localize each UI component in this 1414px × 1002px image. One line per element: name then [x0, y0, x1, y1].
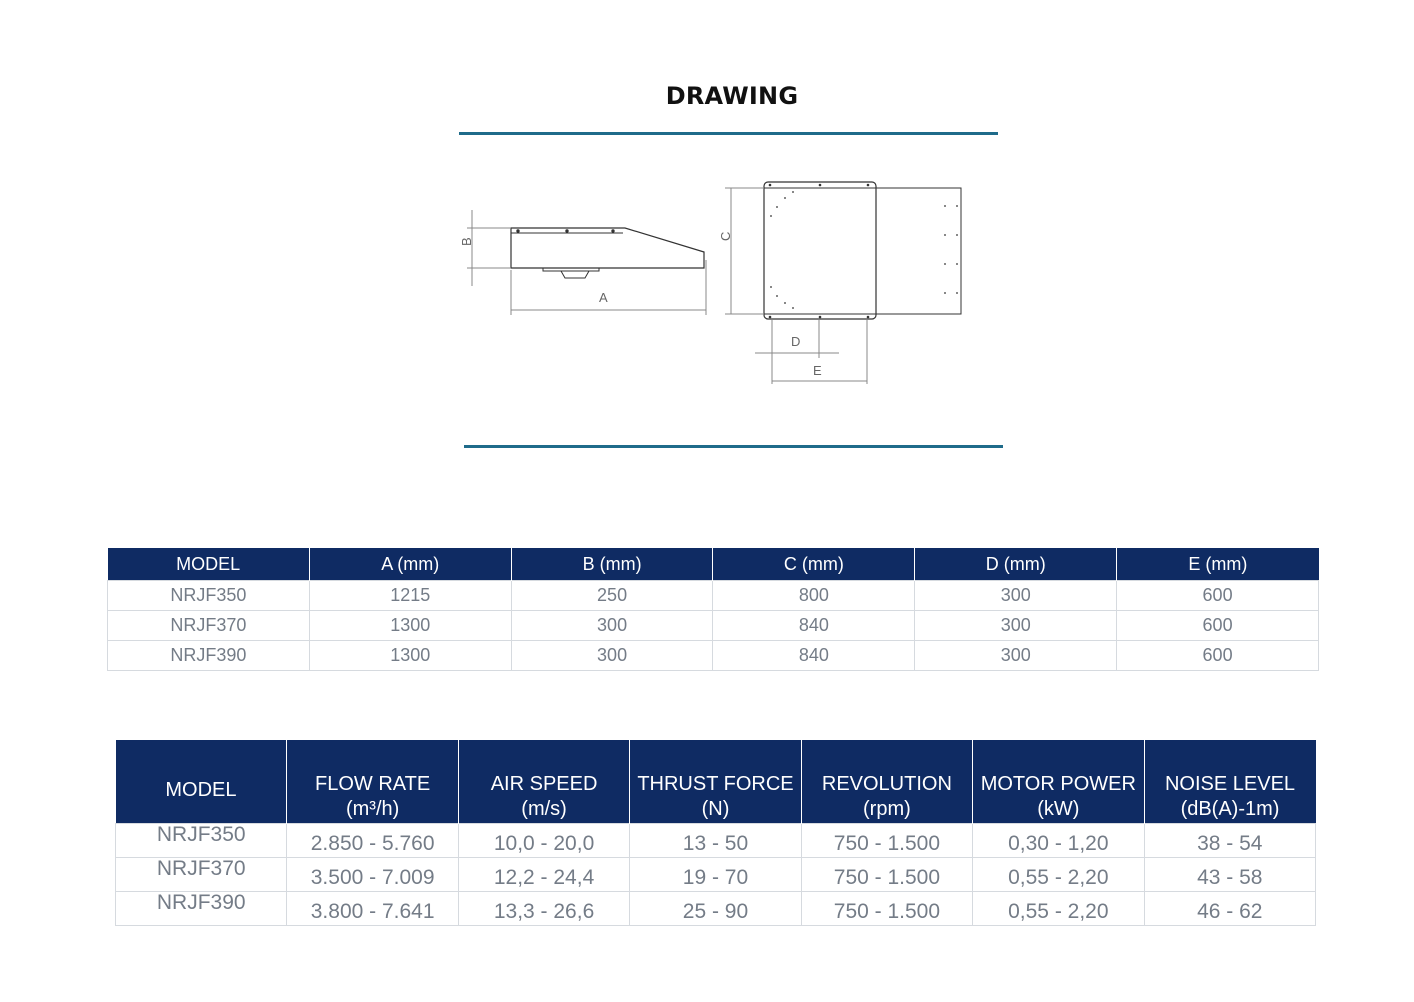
- cell-thrust-force: 25 - 90: [630, 892, 801, 926]
- label-b: B: [459, 237, 474, 246]
- cell-motor-power: 0,55 - 2,20: [973, 858, 1144, 892]
- cell-c: 840: [713, 611, 915, 641]
- col-header-revolution: REVOLUTION (rpm): [801, 740, 972, 824]
- table-header-row: [116, 740, 1316, 824]
- cell-air-speed: 13,3 - 26,6: [458, 892, 629, 926]
- cell-a: 1300: [309, 611, 511, 641]
- cell-revolution: 750 - 1.500: [801, 892, 972, 926]
- cell-e: 600: [1117, 581, 1319, 611]
- col-header-thrust-force: THRUST FORCE (N): [630, 740, 801, 824]
- cell-motor-power: 0,30 - 1,20: [973, 824, 1144, 858]
- performance-table: [115, 740, 1316, 926]
- cell-revolution: 750 - 1.500: [801, 858, 972, 892]
- cell-thrust-force: 13 - 50: [630, 824, 801, 858]
- cell-noise-level: 38 - 54: [1144, 824, 1315, 858]
- table-row: [116, 892, 1316, 926]
- cell-noise-level: 43 - 58: [1144, 858, 1315, 892]
- cell-d: 300: [915, 641, 1117, 671]
- bottom-divider: [464, 445, 1003, 448]
- label-a: A: [599, 290, 608, 305]
- cell-b: 300: [511, 611, 713, 641]
- rivet-dots: [769, 184, 958, 319]
- cell-revolution: 750 - 1.500: [801, 824, 972, 858]
- cell-a: 1300: [309, 641, 511, 671]
- col-header-model: MODEL: [116, 740, 287, 824]
- cell-c: 800: [713, 581, 915, 611]
- dimensions-table: [107, 548, 1319, 671]
- label-d: D: [791, 334, 801, 349]
- cell-b: 250: [511, 581, 713, 611]
- cell-model: NRJF350: [108, 581, 310, 611]
- drawing-title: DRAWING: [665, 82, 799, 110]
- col-header-flow-rate: FLOW RATE (m³/h): [287, 740, 458, 824]
- side-view: [511, 228, 704, 278]
- table-row: [116, 858, 1316, 892]
- col-header-a: A (mm): [309, 548, 511, 581]
- cell-c: 840: [713, 641, 915, 671]
- cell-b: 300: [511, 641, 713, 671]
- cell-noise-level: 46 - 62: [1144, 892, 1315, 926]
- table-header-row: [108, 548, 1319, 581]
- label-e: E: [813, 363, 822, 378]
- table-row: [116, 824, 1316, 858]
- cell-d: 300: [915, 611, 1117, 641]
- cell-flow-rate: 2.850 - 5.760: [287, 824, 458, 858]
- cell-d: 300: [915, 581, 1117, 611]
- cell-air-speed: 12,2 - 24,4: [458, 858, 629, 892]
- cell-model: NRJF390: [108, 641, 310, 671]
- col-header-c: C (mm): [713, 548, 915, 581]
- col-header-noise-level: NOISE LEVEL (dB(A)-1m): [1144, 740, 1315, 824]
- cell-air-speed: 10,0 - 20,0: [458, 824, 629, 858]
- dimension-b: [467, 210, 511, 286]
- cell-model: NRJF390: [116, 892, 287, 926]
- dimension-c: [725, 188, 764, 314]
- plan-view: [764, 182, 961, 319]
- col-header-e: E (mm): [1117, 548, 1319, 581]
- cell-model: NRJF370: [108, 611, 310, 641]
- technical-drawing: [455, 170, 975, 400]
- col-header-d: D (mm): [915, 548, 1117, 581]
- cell-flow-rate: 3.800 - 7.641: [287, 892, 458, 926]
- table-row: [108, 641, 1319, 671]
- col-header-air-speed: AIR SPEED (m/s): [458, 740, 629, 824]
- cell-motor-power: 0,55 - 2,20: [973, 892, 1144, 926]
- cell-e: 600: [1117, 641, 1319, 671]
- col-header-b: B (mm): [511, 548, 713, 581]
- cell-model: NRJF370: [116, 858, 287, 892]
- col-header-motor-power: MOTOR POWER (kW): [973, 740, 1144, 824]
- label-c: C: [718, 231, 733, 241]
- cell-a: 1215: [309, 581, 511, 611]
- cell-e: 600: [1117, 611, 1319, 641]
- table-row: [108, 611, 1319, 641]
- col-header-model: MODEL: [108, 548, 310, 581]
- top-divider: [459, 132, 998, 135]
- cell-flow-rate: 3.500 - 7.009: [287, 858, 458, 892]
- cell-thrust-force: 19 - 70: [630, 858, 801, 892]
- cell-model: NRJF350: [116, 824, 287, 858]
- table-row: [108, 581, 1319, 611]
